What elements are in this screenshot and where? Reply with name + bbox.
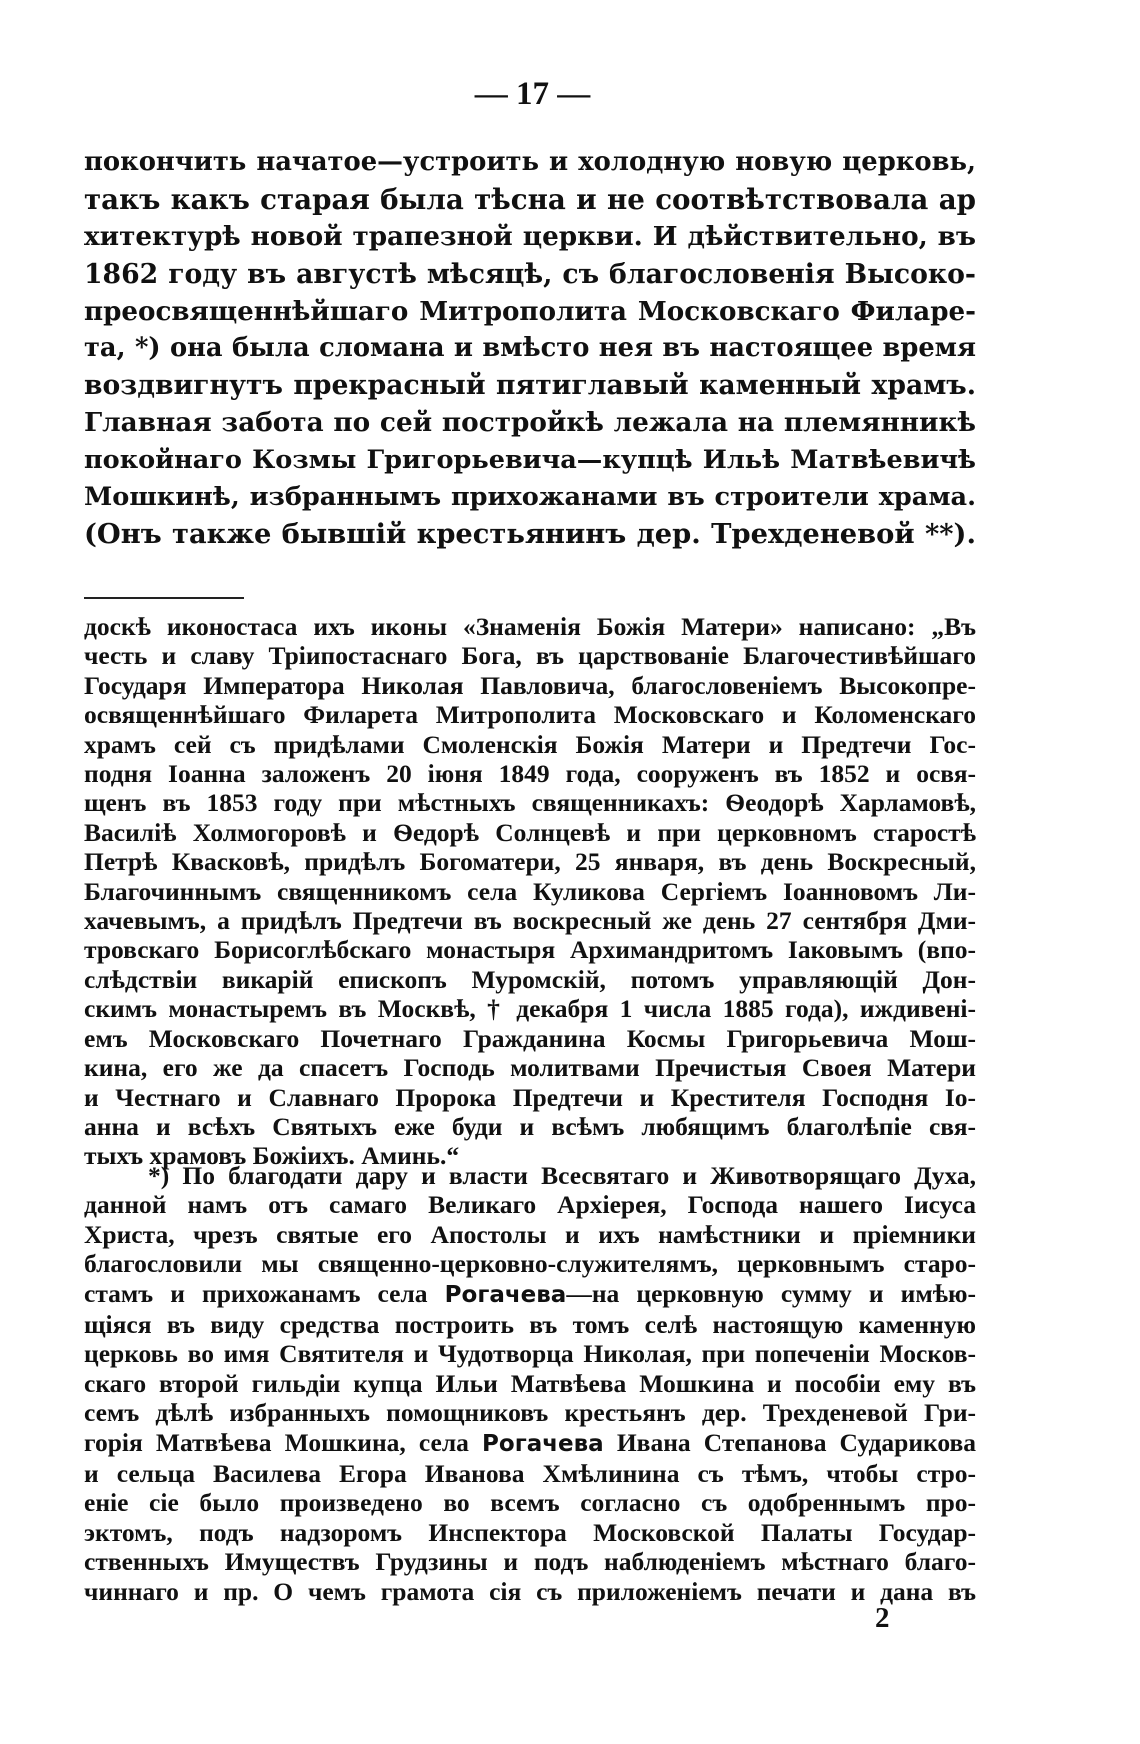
text-line: хитектурѣ новой трапезной церкви. И дѣйствительно, въ <box>84 221 976 253</box>
footnote-line: Государя Императора Николая Павловича, благословеніемъ Высокопре- <box>84 670 976 700</box>
footnote-separator <box>84 597 244 599</box>
footnote-line: тыхъ храмовъ Божіихъ. Аминь.“ <box>84 1141 460 1171</box>
footnote-line: чиннаго и пр. О чемъ грамота сія съ приложеніемъ печати и дана въ <box>84 1576 976 1606</box>
text-line: покончить начатое—устроить и холодную новую церковь, <box>84 147 976 177</box>
footnote-star <box>84 1161 976 1606</box>
text-line: (Онъ также бывшій крестьянинъ дер. Трехденевой **). <box>84 518 976 551</box>
footnote-line: *) По благодати дару и власти Всесвятаго и Животворящаго Духа, <box>148 1161 976 1190</box>
main-paragraph <box>84 144 976 553</box>
footnote-line: скаго второй гильдіи купца Ильи Матвѣева Мошкина и пособіи ему въ <box>84 1368 976 1398</box>
footnote-line: Василіѣ Холмогоровѣ и Ѳедорѣ Солнцевѣ и при церковномъ старостѣ <box>84 817 976 847</box>
printer-signature-mark: 2 <box>875 1602 890 1634</box>
footnote-fragment: стамъ и прихожанамъ села <box>84 1278 445 1308</box>
footnote-line: щенъ въ 1853 году при мѣстныхъ священникахъ: Ѳеодорѣ Харламовѣ, <box>84 788 976 818</box>
text-line: Главная забота по сей постройкѣ лежала на племянникѣ <box>84 407 976 439</box>
footnote-line: честь и славу Тріипостаснаго Бога, въ царствованіе Благочестивѣйшаго <box>84 641 976 671</box>
text-line: Мошкинѣ, избраннымъ прихожанами въ строители храма. <box>84 481 976 512</box>
text-line: та, *) она была сломана и вмѣсто нея въ настоящее время <box>84 333 976 364</box>
footnote-line: церковь во имя Святителя и Чудотворца Николая, при попеченіи Москов- <box>84 1339 976 1369</box>
footnote-line: тровскаго Борисоглѣбскаго монастыря Архимандритомъ Іаковымъ (впо- <box>84 935 976 965</box>
village-name: Рогачева <box>444 1281 567 1308</box>
footnote-line: и сельца Василева Егора Иванова Хмѣлинина съ тѣмъ, чтобы стро- <box>84 1459 976 1489</box>
village-name: Рогачева <box>482 1430 604 1457</box>
page-number: — 17 — <box>474 76 591 112</box>
footnote-line: Христа, чрезъ святые его Апостолы и ихъ намѣстники и пріемники <box>84 1219 976 1249</box>
footnote-fragment: горія Матвѣева Мошкина, села <box>84 1427 483 1457</box>
footnote-line <box>84 1279 976 1310</box>
footnote-line: Петрѣ Квасковѣ, придѣлъ Богоматери, 25 января, въ день Воскресный, <box>84 847 976 877</box>
footnote-fragment: Ивана Степанова Сударикова <box>603 1427 976 1457</box>
footnote-line: и Честнаго и Славнаго Пророка Предтечи и Крестителя Господня Іо- <box>84 1082 976 1112</box>
footnote-line: подня Іоанна заложенъ 20 іюня 1849 года, сооруженъ въ 1852 и освя- <box>84 759 976 789</box>
footnote-line: слѣдствіи викарій епископъ Муромскій, потомъ управляющій Дон- <box>84 964 976 994</box>
footnote-line: хачевымъ, а придѣлъ Предтечи въ воскресный же день 27 сентября Дми- <box>84 906 976 936</box>
text-line: 1862 году въ августѣ мѣсяцѣ, съ благословенія Высоко- <box>84 258 976 290</box>
text-line: преосвященнѣйшаго Митрополита Московскаго Филаре- <box>84 295 976 327</box>
footnote-fragment: —на церковную сумму и имѣю- <box>566 1278 976 1308</box>
footnote-line <box>84 1428 976 1459</box>
footnote-line: анна и всѣхъ Святыхъ еже буди и всѣмъ любящимъ благолѣпіе свя- <box>84 1111 976 1141</box>
footnote-line: семъ дѣлѣ избранныхъ помощниковъ крестьянъ дер. Трехденевой Гри- <box>84 1398 976 1428</box>
footnote-line: скимъ монастыремъ въ Москвѣ, † декабря 1 числа 1885 года), иждивені- <box>84 994 976 1024</box>
footnote-line: еніе сіе было произведено во всемъ согласно съ одобреннымъ про- <box>84 1488 976 1518</box>
footnote-line: ственныхъ Имуществъ Грудзины и подъ наблюденіемъ мѣстнаго благо- <box>84 1547 976 1577</box>
footnote-line: благословили мы священно-церковно-служителямъ, церковнымъ старо- <box>84 1249 976 1279</box>
footnote-line: освященнѣйшаго Филарета Митрополита Московскаго и Коломенскаго <box>84 700 976 730</box>
footnote-line: эктомъ, подъ надзоромъ Инспектора Московской Палаты Государ- <box>84 1517 976 1547</box>
footnote-line: щіяся въ виду средства построить въ томъ селѣ настоящую каменную <box>84 1310 976 1340</box>
text-line: такъ какъ старая была тѣсна и не соотвѣтствовала ар <box>84 183 976 217</box>
footnote-line: емъ Московскаго Почетнаго Гражданина Космы Григорьевича Мош- <box>84 1023 976 1053</box>
footnote-line: кина, его же да спасетъ Господь молитвами Пречистыя Своея Матери <box>84 1053 976 1083</box>
footnote-line: данной намъ отъ самаго Великаго Архіерея, Господа нашего Іисуса <box>84 1190 976 1220</box>
footnote-line: храмъ сей съ придѣлами Смоленскія Божія Матери и Предтечи Гос- <box>84 729 976 759</box>
footnote-line: доскѣ иконостаса ихъ иконы «Знаменія Божія Матери» написано: „Въ <box>84 612 976 641</box>
footnote-continuation <box>84 612 976 1171</box>
text-line: воздвигнутъ прекрасный пятиглавый каменный храмъ. <box>84 370 976 402</box>
text-line: покойнаго Козмы Григорьевича—купцѣ Ильѣ Матвѣевичѣ <box>84 444 976 475</box>
footnote-line: Благочиннымъ священникомъ села Куликова Сергіемъ Іоанновомъ Ли- <box>84 876 976 906</box>
